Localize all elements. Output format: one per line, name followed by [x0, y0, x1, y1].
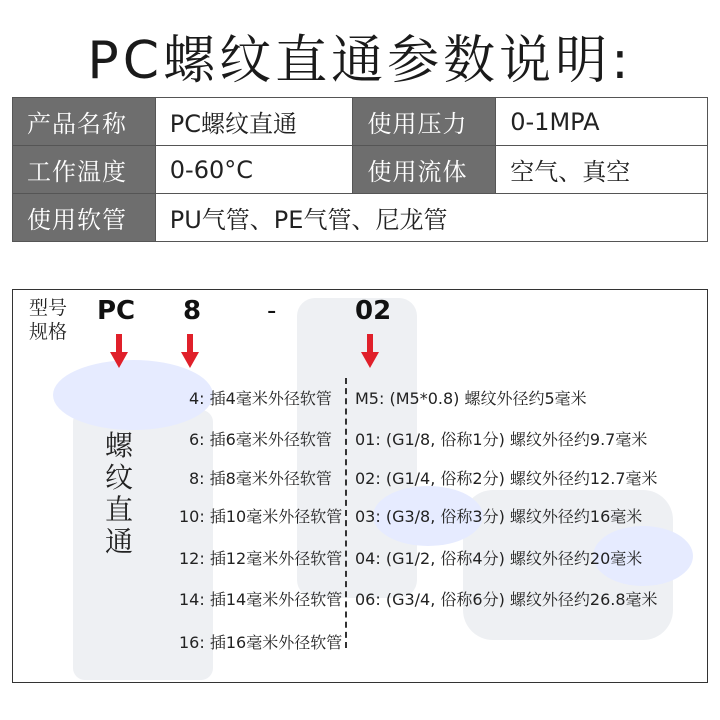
label-fluid: 使用流体 — [353, 146, 496, 194]
spec-table — [12, 97, 708, 242]
value-product-name: PC螺纹直通 — [155, 98, 353, 146]
model-spec-panel — [12, 289, 708, 683]
code-dash: - — [267, 296, 277, 326]
label-pressure: 使用压力 — [353, 98, 496, 146]
list-item: 03: (G3/8, 俗称3分) 螺纹外径约16毫米 — [355, 507, 643, 526]
label-hose: 使用软管 — [13, 194, 156, 242]
list-item: 06: (G3/4, 俗称6分) 螺纹外径约26.8毫米 — [355, 590, 658, 609]
value-fluid: 空气、真空 — [496, 146, 708, 194]
code-series: PC — [97, 296, 136, 326]
list-item: M5: (M5*0.8) 螺纹外径约5毫米 — [355, 389, 587, 408]
table-row — [13, 194, 708, 242]
value-pressure: 0-1MPA — [496, 98, 708, 146]
code-tube: 8 — [183, 296, 202, 326]
list-item: 04: (G1/2, 俗称4分) 螺纹外径约20毫米 — [355, 549, 643, 568]
code-thread: 02 — [355, 296, 392, 326]
divider — [345, 378, 347, 648]
page-title: PC螺纹直通参数说明: — [87, 31, 633, 91]
list-item: 12: 插12毫米外径软管 — [179, 549, 343, 568]
table-row — [13, 98, 708, 146]
list-item: 6: 插6毫米外径软管 — [189, 430, 332, 449]
vertical-product-label: 螺 纹 直 通 — [105, 429, 134, 558]
list-item: 16: 插16毫米外径软管 — [179, 633, 343, 652]
arrow-down-icon — [181, 334, 199, 368]
list-item: 01: (G1/8, 俗称1分) 螺纹外径约9.7毫米 — [355, 430, 648, 449]
value-temperature: 0-60°C — [155, 146, 353, 194]
model-label: 型号 规格 — [29, 297, 68, 343]
list-item: 10: 插10毫米外径软管 — [179, 507, 343, 526]
value-hose: PU气管、PE气管、尼龙管 — [155, 194, 707, 242]
arrow-down-icon — [110, 334, 128, 368]
list-item: 02: (G1/4, 俗称2分) 螺纹外径约12.7毫米 — [355, 469, 658, 488]
list-item: 8: 插8毫米外径软管 — [189, 469, 332, 488]
label-temperature: 工作温度 — [13, 146, 156, 194]
list-item: 4: 插4毫米外径软管 — [189, 389, 332, 408]
table-row — [13, 146, 708, 194]
list-item: 14: 插14毫米外径软管 — [179, 590, 343, 609]
label-product-name: 产品名称 — [13, 98, 156, 146]
arrow-down-icon — [361, 334, 379, 368]
